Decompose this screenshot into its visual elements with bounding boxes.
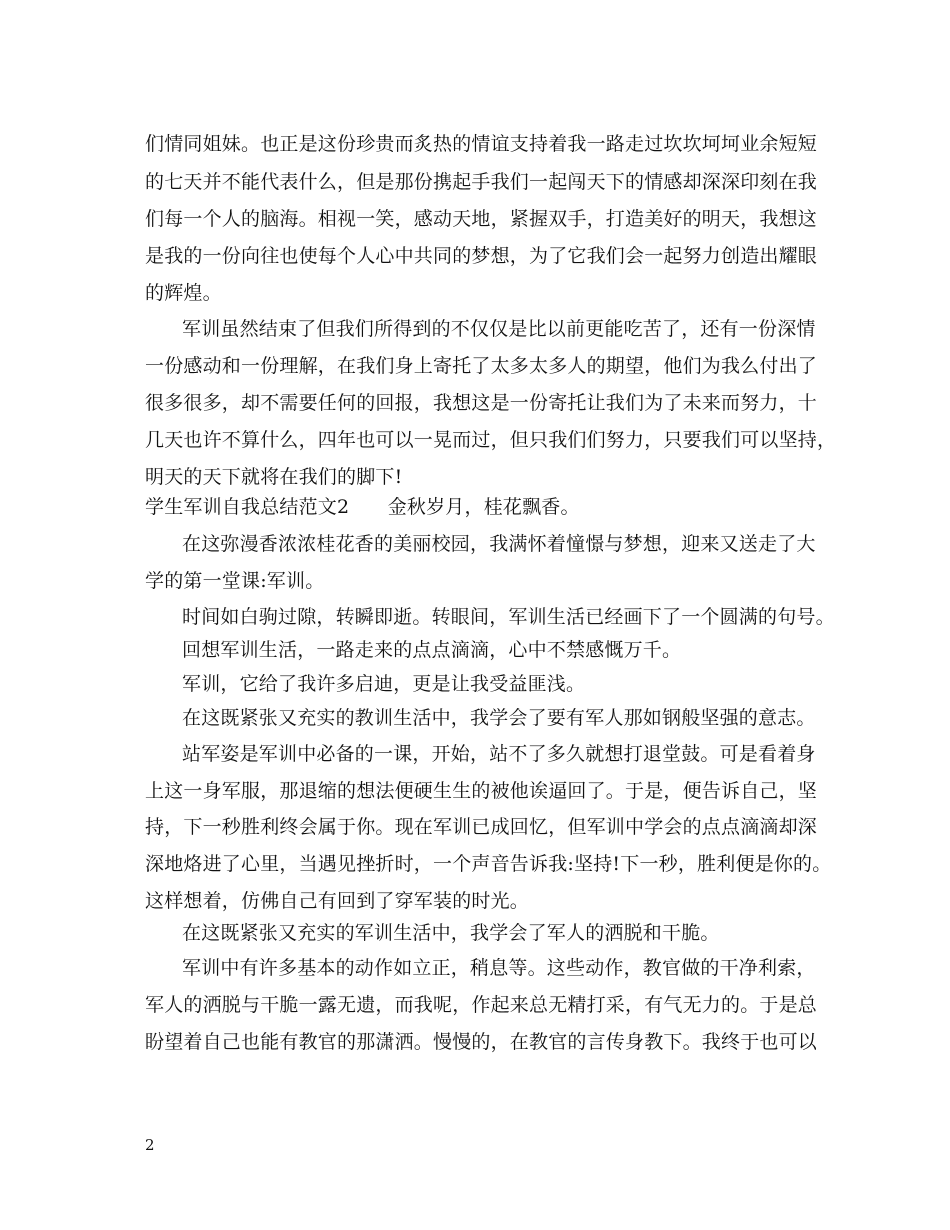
text-line: 深地烙进了心里，当遇见挫折时，一个声音告诉我:坚持!下一秒，胜利便是你的。: [145, 853, 832, 875]
text-line: 上这一身军服，那退缩的想法便硬生生的被他诶逼回了。于是，便告诉自己，坚: [145, 780, 818, 802]
text-line: 站军姿是军训中必备的一课，开始，站不了多久就想打退堂鼓。可是看着身: [182, 743, 816, 765]
text-line: 几天也许不算什么，四年也可以一晃而过，但只我们们努力，只要我们可以坚持，: [145, 429, 837, 451]
text-line: 军训中有许多基本的动作如立正，稍息等。这些动作，教官做的干净利索，: [182, 957, 816, 979]
text-line: 在这既紧张又充实的教训生活中，我学会了要有军人那如钢般坚强的意志。: [182, 707, 816, 729]
text-line: 军人的洒脱与干脆一露无遗，而我呢，作起来总无精打采，有气无力的。于是总: [145, 994, 818, 1016]
text-line: 学的第一堂课:军训。: [145, 570, 325, 592]
text-line: 很多很多，却不需要任何的回报，我想这是一份寄托让我们为了未来而努力，十: [145, 392, 818, 414]
text-line: 这样想着，仿佛自己有回到了穿军装的时光。: [145, 890, 530, 912]
text-line: 一份感动和一份理解，在我们身上寄托了太多太多人的期望，他们为我么付出了: [145, 355, 818, 377]
text-line: 盼望着自己也能有教官的那潇洒。慢慢的，在教官的言传身教下。我终于也可以: [145, 1031, 818, 1053]
text-line: 们情同姐妹。也正是这份珍贵而炙热的情谊支持着我一路走过坎坎坷坷业余短短: [145, 133, 818, 155]
text-line: 回想军训生活，一路走来的点点滴滴，心中不禁感慨万千。: [182, 639, 682, 661]
text-line: 是我的一份向往也使每个人心中共同的梦想，为了它我们会一起努力创造出耀眼: [145, 245, 818, 267]
section-heading: 学生军训自我总结范文2 金秋岁月，桂花飘香。: [145, 496, 580, 518]
text-line: 们每一个人的脑海。相视一笑，感动天地，紧握双手，打造美好的明天，我想这: [145, 208, 818, 230]
text-line: 的七天并不能代表什么，但是那份携起手我们一起闯天下的情感却深深印刻在我: [145, 171, 818, 193]
text-line: 持，下一秒胜利终会属于你。现在军训已成回忆，但军训中学会的点点滴滴却深: [145, 816, 818, 838]
text-line: 在这弥漫香浓浓桂花香的美丽校园，我满怀着憧憬与梦想，迎来又送走了大: [182, 533, 816, 555]
text-line: 明天的天下就将在我们的脚下!: [145, 466, 403, 488]
page-number: 2: [145, 1136, 155, 1154]
text-line: 时间如白驹过隙，转瞬即逝。转眼间，军训生活已经画下了一个圆满的句号。: [182, 606, 835, 628]
text-line: 在这既紧张又充实的军训生活中，我学会了军人的洒脱和干脆。: [182, 922, 720, 944]
text-line: 的辉煌。: [145, 282, 222, 304]
text-line: 军训虽然结束了但我们所得到的不仅仅是比以前更能吃苦了，还有一份深情: [182, 318, 816, 340]
text-line: 军训，它给了我许多启迪，更是让我受益匪浅。: [182, 673, 586, 695]
